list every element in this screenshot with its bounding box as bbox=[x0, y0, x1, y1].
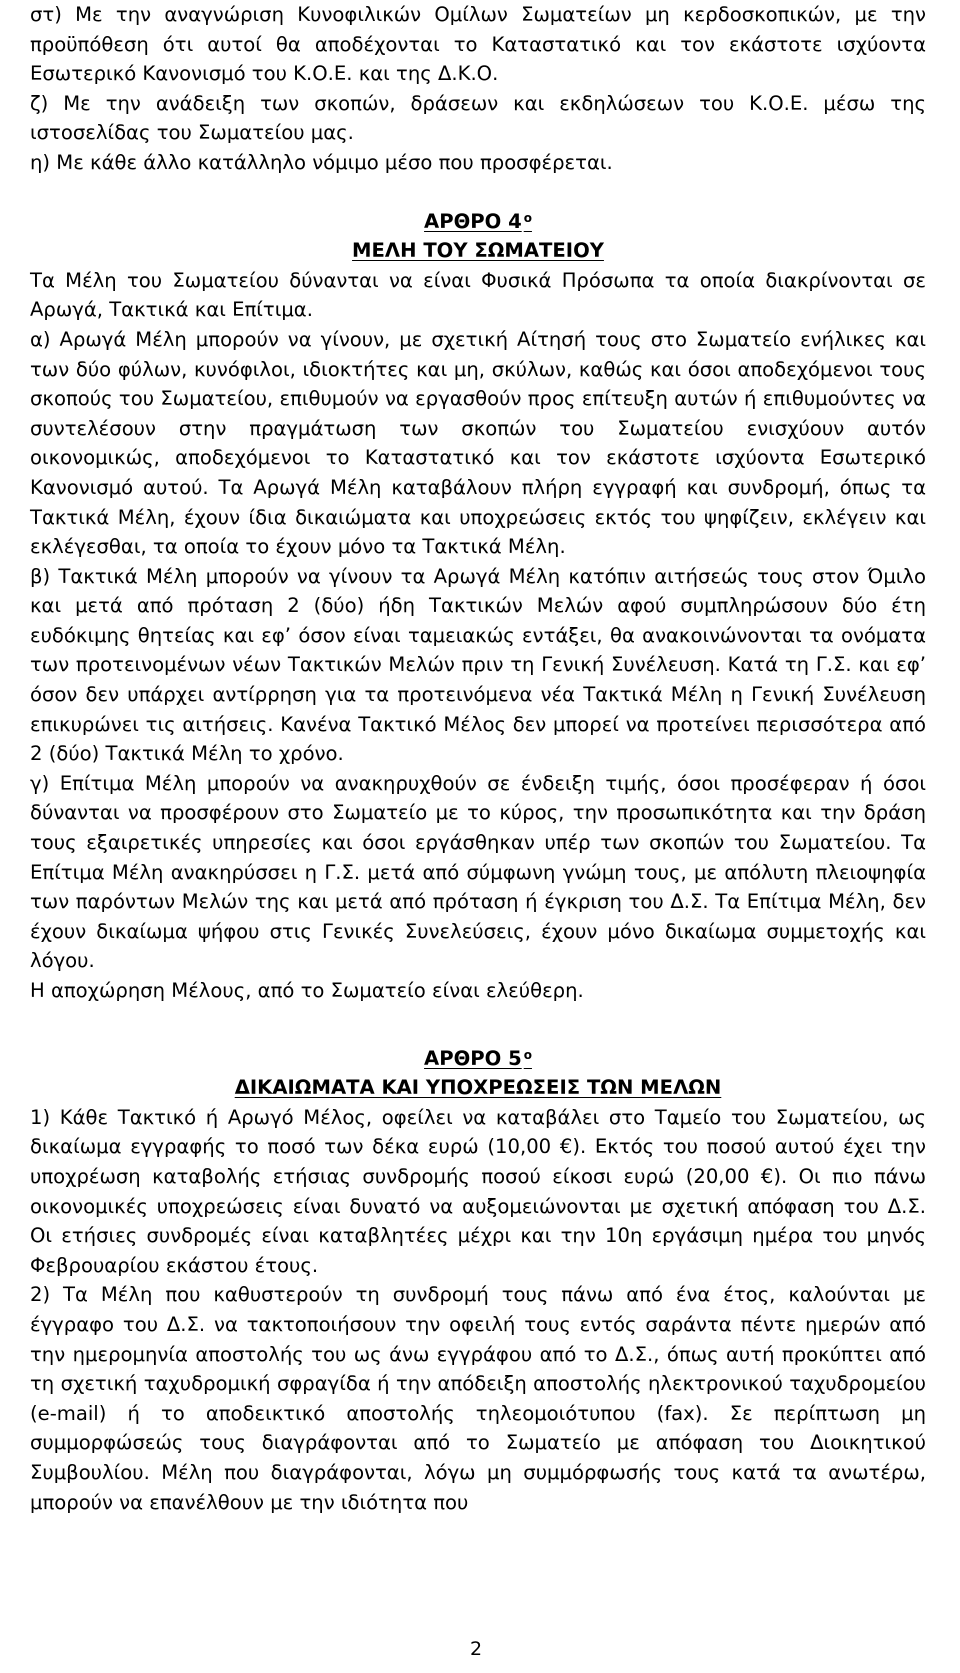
article-5-heading-text: ΑΡΘΡΟ 5 bbox=[424, 1046, 522, 1070]
article-4-subheading: ΜΕΛΗ ΤΟΥ ΣΩΜΑΤΕΙΟΥ bbox=[352, 239, 604, 263]
article-4-paragraph-a: α) Αρωγά Μέλη μπορούν να γίνουν, με σχετική Αίτησή τους στο Σωματείο ενήλικες και των δύο φύλων, κυνόφιλοι, ιδιοκτήτες και μη, σκύλων, καθώς και όσοι αποδεχόμενοι τους σκοπούς του Σωματείου, επιθυμούν να εργασθούν προς επίτευξη αυτών ή επιθυμούντες να συντελέσουν στην πραγμάτωση των σκοπών του Σωματείου ενισχύουν αυτόν οικονομικώς, αποδεχόμενοι το Καταστατικό και τον εκάστοτε ισχύοντα Εσωτερικό Κανονισμό αυτού. Τα Αρωγά Μέλη καταβάλουν πλήρη εγγραφή και συνδρομή, όπως τα Τακτικά Μέλη, έχουν ίδια δικαιώματα και υποχρεώσεις εκτός του ψηφίζειν, εκλέγειν και εκλέγεσθαι, τα οποία το έχουν μόνο τα Τακτικά Μέλη. bbox=[30, 327, 926, 559]
paragraph-st: στ) Με την αναγνώριση Κυνοφιλικών Ομίλων Σωματείων μη κερδοσκοπικών, με την προϋπόθεση ότι αυτοί θα αποδέχονται το Καταστατικό και τον εκάστοτε ισχύοντα Εσωτερικό Κανονισμό του Κ.Ο.Ε. και της Δ.Κ.Ο. bbox=[30, 3, 926, 86]
article-5-paragraph-2: 2) Τα Μέλη που καθυστερούν τη συνδρομή τους πάνω από ένα έτος, καλούνται με έγγραφο του Δ.Σ. να τακτοποιήσουν την οφειλή τους εντός σαράντα πέντε ημερών από την ημερομηνία αποστολής του ως άνω εγγράφου από το Δ.Σ., όπως αυτή προκύπτει από τη σχετική ταχυδρομική σφραγίδα ή την απόδειξη αποστολής ηλεκτρονικού ταχυδρομείου (e-mail) ή το αποδεικτικό αποστολής τηλεομοιότυπου (fax). Σε περίπτωση μη συμμορφώσεώς τους διαγράφονται από το Σωματείο με απόφαση του Διοικητικού Συμβουλίου. Μέλη που διαγράφονται, λόγω μη συμμόρφωσής τους κατά τα ανωτέρω, μπορούν να επανέλθουν με την ιδιότητα που bbox=[30, 1283, 926, 1514]
article-5-heading bbox=[30, 1044, 926, 1074]
article-5-paragraph-1: 1) Κάθε Τακτικό ή Αρωγό Μέλος, οφείλει να καταβάλει στο Ταμείο του Σωματείου, ως δικαίωμα εγγραφής το ποσό των δέκα ευρώ (10,00 €). Εκτός του ποσού αυτού έχει την υποχρέωση καταβολής ετήσιας συνδρομής ποσού είκοσι ευρώ (20,00 €). Οι πιο πάνω οικονομικές υποχρεώσεις είναι δυνατό να αυξομειώνονται με σχετική απόφαση του Δ.Σ. Οι ετήσιες συνδρομές είναι καταβλητέες μέχρι και την 10η εργάσιμη ημέρα του μηνός Φεβρουαρίου εκάστου έτους. bbox=[30, 1105, 926, 1277]
article-5-ordinal: ο bbox=[523, 1048, 532, 1063]
page-number: 2 bbox=[470, 1638, 483, 1660]
article-4-heading bbox=[30, 207, 926, 237]
paragraph-i: η) Με κάθε άλλο κατάλληλο νόμιμο μέσο που προσφέρεται. bbox=[30, 150, 613, 174]
article-4-ordinal: ο bbox=[523, 211, 532, 226]
document-page bbox=[30, 0, 926, 1673]
paragraph-z: ζ) Με την ανάδειξη των σκοπών, δράσεων και εκδηλώσεων του Κ.Ο.Ε. μέσω της ιστοσελίδας του Σωματείου μας. bbox=[30, 91, 926, 145]
article-4-paragraph-c: γ) Επίτιμα Μέλη μπορούν να ανακηρυχθούν σε ένδειξη τιμής, όσοι προσέφεραν ή όσοι δύνανται να προσφέρουν στο Σωματείο με το κύρος, την προσωπικότητα και την δράση τους εξαιρετικές υπηρεσίες και όσοι εργάσθηκαν υπέρ των σκοπών του Σωματείου. Τα Επίτιμα Μέλη ανακηρύσσει η Γ.Σ. μετά από σύμφωνη γνώμη τους, με απόλυτη πλειοψηφία των παρόντων Μελών της και μετά από πρόταση ή έγκριση του Δ.Σ. Τα Επίτιμα Μέλη, δεν έχουν δικαίωμα ψήφου στις Γενικές Συνελεύσεις, έχουν μόνο δικαίωμα συμμετοχής και λόγου. bbox=[30, 771, 926, 973]
article-4-withdrawal: Η αποχώρηση Μέλους, από το Σωματείο είναι ελεύθερη. bbox=[30, 979, 584, 1002]
article-4-intro: Τα Μέλη του Σωματείου δύνανται να είναι Φυσικά Πρόσωπα τα οποία διακρίνονται σε Αρωγά, Τακτικά και Επίτιμα. bbox=[30, 268, 926, 322]
article-5-subheading: ΔΙΚΑΙΩΜΑΤΑ ΚΑΙ ΥΠΟΧΡΕΩΣΕΙΣ ΤΩΝ ΜΕΛΩΝ bbox=[234, 1076, 722, 1100]
article-4-heading-text: ΑΡΘΡΟ 4 bbox=[424, 209, 522, 233]
article-4-paragraph-b: β) Τακτικά Μέλη μπορούν να γίνουν τα Αρωγά Μέλη κατόπιν αιτήσεώς τους στον Όμιλο και μετά από πρόταση 2 (δύο) ήδη Τακτικών Μελών αφού συμπληρώσουν δύο έτη ευδόκιμης θητείας και εφ’ όσον είναι ταμειακώς εντάξει, θα ανακοινώνονται τα ονόματα των προτεινομένων νέων Τακτικών Μελών πριν τη Γενική Συνέλευση. Κατά τη Γ.Σ. και εφ’ όσον δεν υπάρχει αντίρρηση για τα προτεινόμενα νέα Τακτικά Μέλη η Γενική Συνέλευση επικυρώνει τις αιτήσεις. Κανένα Τακτικό Μέλος δεν μπορεί να προτείνει περισσότερα από 2 (δύο) Τακτικά Μέλη το χρόνο. bbox=[30, 564, 926, 766]
